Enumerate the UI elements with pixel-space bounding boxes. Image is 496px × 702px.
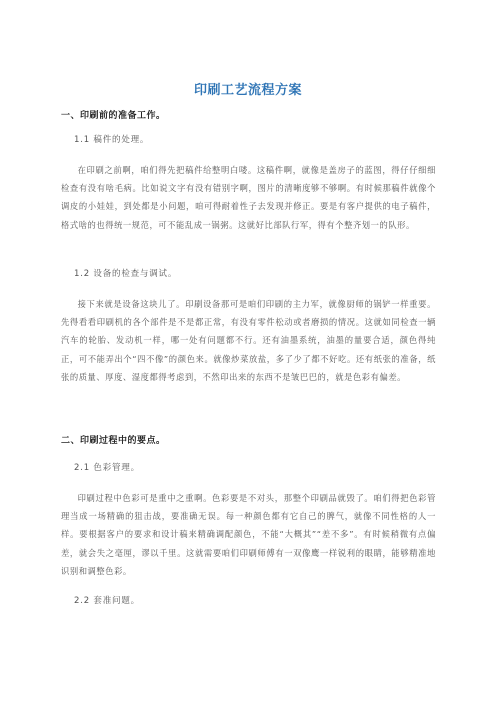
subsection-heading-color: 2.1 色彩管理。 <box>74 463 140 473</box>
section-heading-preparation: 一、印刷前的准备工作。 <box>61 111 166 121</box>
subsection-heading-equipment: 1.2 设备的检查与调试。 <box>74 269 178 279</box>
paragraph-equipment: 接下来就是设备这块儿了。印刷设备那可是咱们印刷的主力军，就像厨师的锅铲一样重要。先得看看印刷机的各个部件是不是都正常，有没有零件松动或者磨损的情况。这就如同检查一辆汽车的轮胎、发动机一样，哪一处有问题都不行。还有油墨系统，油墨的量要合适，颜色得纯正，可不能弄出个“四不像”的颜色来。就像炒菜放盐，多了少了都不好吃。还有纸张的准备，纸张的质量、厚度、湿度都得考虑到，不然印出来的东西不是皱巴巴的，就是色彩有偏差。 <box>61 299 436 382</box>
paragraph-color: 印刷过程中色彩可是重中之重啊。色彩要是不对头，那整个印刷品就毁了。咱们得把色彩管理当成一场精确的狙击战，要准确无误。每一种颜色都有它自己的脾气，就像不同性格的人一样。要根据客户的要求和设计稿来精确调配颜色，不能“大概其”“差不多”。有时候稍微有点偏差，就会失之毫厘，谬以千里。这就需要咱们印刷师傅有一双像鹰一样锐利的眼睛，能够精准地识别和调整色彩。 <box>61 493 436 576</box>
subsection-heading-manuscript: 1.1 稿件的处理。 <box>74 135 150 145</box>
subsection-heading-registration: 2.2 套准问题。 <box>74 596 140 606</box>
document-title: 印刷工艺流程方案 <box>193 83 302 98</box>
paragraph-manuscript: 在印刷之前啊，咱们得先把稿件给整明白喽。这稿件啊，就像是盖房子的蓝图，得仔仔细细检查有没有啥毛病。比如说文字有没有错别字啊，图片的清晰度够不够啊。有时候那稿件就像个调皮的小娃娃，到处都是小问题，咱可得耐着性子去发现并修正。要是有客户提供的电子稿件，格式啥的也得统一规范，可不能乱成一锅粥。这就好比部队行军，得有个整齐划一的队形。 <box>61 165 436 230</box>
section-heading-printing-process: 二、印刷过程中的要点。 <box>61 436 166 446</box>
